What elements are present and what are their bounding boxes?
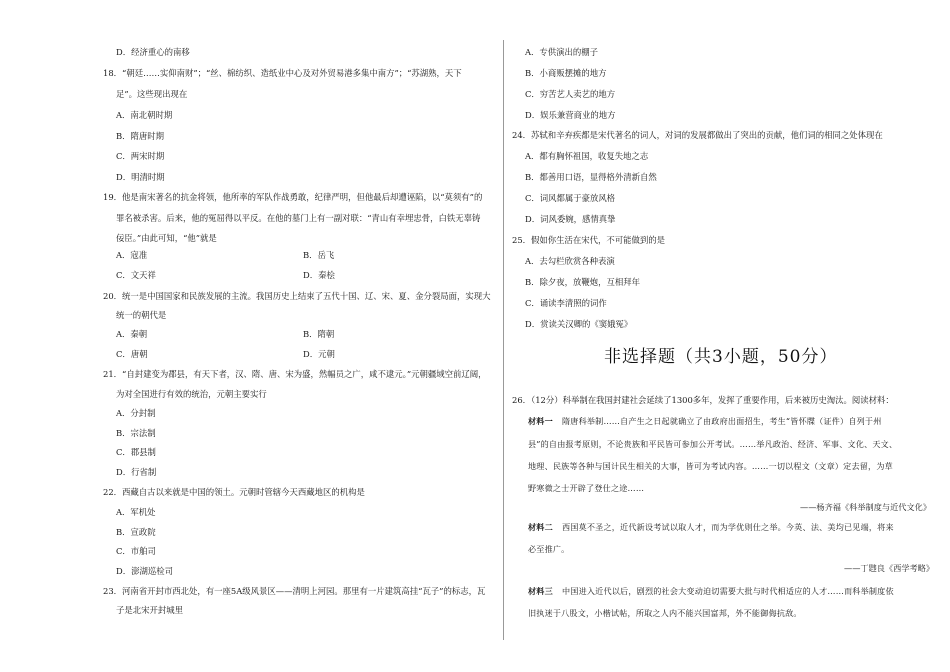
q25-option-d: D．赏读关汉卿的《窦娥冤》 bbox=[525, 319, 633, 329]
q20-option-c: C．唐朝 bbox=[116, 349, 148, 359]
material-2-text-2: 必至推广。 bbox=[528, 544, 570, 554]
q19-stem: 19．他是南宋著名的抗金将领，他所率的军队作战勇敢，纪律严明，但他最后却遭诬陷，以“莫须有”的 bbox=[103, 192, 483, 202]
q20-option-d: D．元朝 bbox=[303, 349, 335, 359]
q24-option-d: D．词风委婉，感情真挚 bbox=[525, 214, 616, 224]
q22-option-a: A．军机处 bbox=[116, 507, 156, 517]
q18-stem-cont: 足”。这些现出现在 bbox=[116, 89, 188, 99]
q20-stem-cont: 统一的朝代是 bbox=[116, 310, 167, 320]
q22-stem: 22．西藏自古以来就是中国的领土。元朝时管辖今天西藏地区的机构是 bbox=[103, 487, 365, 497]
q18-stem: 18．“朝廷……实仰南财”；“丝、棉纺织、造纸业中心及对外贸易港多集中南方”；“苏湖熟，天下 bbox=[103, 68, 462, 78]
q19-option-d: D．秦桧 bbox=[303, 270, 335, 280]
q21-option-b: B．宗法制 bbox=[116, 428, 156, 438]
material-2-source: ——丁韪良《西学考略》 bbox=[844, 563, 935, 573]
q19-option-b: B．岳飞 bbox=[303, 250, 335, 260]
material-1-source: ——杨齐福《科举制度与近代文化》 bbox=[800, 502, 932, 512]
q19-stem-cont: 罪名被杀害。后来，他的冤屈得以平反。在他的墓门上有一副对联：“青山有幸埋忠骨，白铁无辜铸 bbox=[116, 213, 481, 223]
q23-option-d: D．娱乐兼营商业的地方 bbox=[525, 110, 616, 120]
q17-option-d: D．经济重心的南移 bbox=[116, 47, 190, 57]
q26-stem: 26．（12分）科举制在我国封建社会延续了1300多年，发挥了重要作用，后来被历史淘汰。阅读材料： bbox=[512, 395, 894, 405]
q25-option-a: A．去勾栏欣赏各种表演 bbox=[525, 256, 615, 266]
q18-option-d: D．明清时期 bbox=[116, 172, 165, 182]
material-3-text-2: 旧执迷于八股文，小楷试帖，所取之人内不能兴国富邦，外不能御侮抗敌。 bbox=[528, 608, 802, 618]
q22-option-c: C．市舶司 bbox=[116, 546, 156, 556]
material-3-text: 中国进入近代以后，剧烈的社会大变动迫切需要大批与时代相适应的人才……而科举制度依 bbox=[562, 586, 894, 596]
q20-option-b: B．隋朝 bbox=[303, 329, 335, 339]
q23-stem: 23．河南省开封市西北处，有一座5A级风景区——清明上河园。那里有一片建筑高挂“瓦子”的标志，瓦 bbox=[103, 586, 486, 596]
q23-option-a: A．专供演出的棚子 bbox=[525, 47, 599, 57]
q23-option-c: C．穷苦艺人卖艺的地方 bbox=[525, 89, 616, 99]
q24-option-c: C．词风都属于豪放风格 bbox=[525, 193, 616, 203]
q21-option-c: C．郡县制 bbox=[116, 447, 156, 457]
material-1-label: 材料一 bbox=[528, 416, 553, 426]
q25-option-b: B．除夕夜，放鞭炮，互相拜年 bbox=[525, 277, 641, 287]
material-2-label: 材料二 bbox=[528, 522, 553, 532]
q21-stem: 21．“自封建变为郡县，有天下者，汉、隋、唐、宋为盛，然幅员之广，咸不逮元。”元朝疆域空前辽阔， bbox=[103, 369, 487, 379]
q24-option-b: B．都善用口语，显得格外清新自然 bbox=[525, 172, 657, 182]
section-heading: 非选择题（共3小题，50分） bbox=[604, 347, 838, 367]
q22-option-d: D．澎湖巡检司 bbox=[116, 566, 173, 576]
material-1-text-4: 野寒微之士开辟了登仕之途…… bbox=[528, 483, 645, 493]
q21-option-a: A．分封制 bbox=[116, 408, 156, 418]
q24-stem: 24．苏轼和辛弃疾都是宋代著名的词人，对词的发展都做出了突出的贡献，他们词的相同之处体现在 bbox=[512, 130, 883, 140]
material-1-text: 隋唐科举制……自产生之日起就确立了由政府出面招生，考生“皆怀牒（证件）自列于州 bbox=[562, 416, 882, 426]
q19-option-c: C．文天祥 bbox=[116, 270, 156, 280]
material-1-text-2: 县”的自由报考原则，不论贵族和平民皆可参加公开考试。……举凡政治、经济、军事、文化、天文、 bbox=[528, 439, 898, 449]
q24-option-a: A．都有胸怀祖国，收复失地之志 bbox=[525, 151, 649, 161]
q18-option-a: A．南北朝时期 bbox=[116, 110, 173, 120]
q18-option-b: B．隋唐时期 bbox=[116, 131, 165, 141]
material-1-text-3: 地理、民族等各种与国计民生相关的大事，皆可为考试内容。……一切以程文（文章）定去留，为草 bbox=[528, 461, 893, 471]
material-2-text: 西国莫不圣之，近代新设考试以取人才，而为学优则仕之举。今英、法、美均已见端，将来 bbox=[562, 522, 894, 532]
column-divider bbox=[503, 40, 504, 640]
q20-option-a: A．秦朝 bbox=[116, 329, 148, 339]
q23-option-b: B．小商贩摆摊的地方 bbox=[525, 68, 607, 78]
q21-stem-cont: 为对全国进行有效的统治，元朝主要实行 bbox=[116, 389, 267, 399]
q18-option-c: C．两宋时期 bbox=[116, 151, 165, 161]
q20-stem: 20．统一是中国国家和民族发展的主流。我国历史上结束了五代十国、辽、宋、夏、金分裂局面，实现大 bbox=[103, 291, 491, 301]
q19-option-a: A．寇准 bbox=[116, 250, 148, 260]
q23-stem-cont: 子是北宋开封城里 bbox=[116, 605, 183, 615]
q19-stem-cont2: 佞臣。”由此可知，“他”就是 bbox=[116, 233, 217, 243]
q25-option-c: C．诵读李清照的词作 bbox=[525, 298, 607, 308]
q22-option-b: B．宣政院 bbox=[116, 527, 156, 537]
q21-option-d: D．行省制 bbox=[116, 467, 157, 477]
material-3-label: 材料三 bbox=[528, 586, 553, 596]
q25-stem: 25．假如你生活在宋代，不可能做到的是 bbox=[512, 235, 666, 245]
